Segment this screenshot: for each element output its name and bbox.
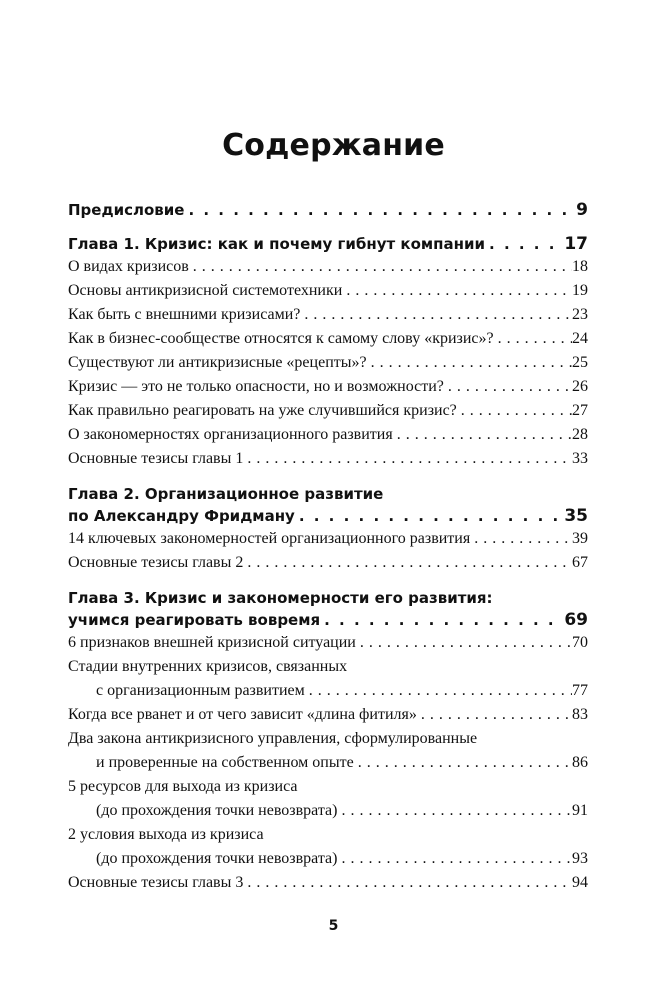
toc-chapter-3 [68,587,588,631]
toc-entry-page: 86 [572,754,588,771]
toc-entry-label: О видах кризисов [68,258,189,275]
toc-entry-page: 33 [572,450,588,467]
toc-entry-page: 19 [572,282,588,299]
toc-entry-page: 27 [572,402,588,419]
page-number: 5 [328,918,339,934]
toc-entry-page: 70 [572,634,588,651]
toc-entry-page: 25 [572,354,588,371]
dot-leader [320,609,564,631]
dot-leader [393,423,572,447]
toc-entry [68,655,588,703]
toc-entry-page: 23 [572,306,588,323]
toc-entry-label: 2 условия выхода из кризиса [68,826,264,843]
dot-leader [243,447,572,471]
dot-leader [305,679,572,703]
toc-entry-label: и проверенные на собственном опыте [96,754,354,771]
toc-entry-label: Два закона антикризисного управления, сформулированные [68,730,478,747]
dot-leader [243,871,572,895]
toc-entry-label: 6 признаков внешней кризисной ситуации [68,634,356,651]
toc-entry-label: Основные тезисы главы 3 [68,874,244,891]
toc-entry-label: Как правильно реагировать на уже случившийся кризис? [68,402,457,419]
toc-entry-page: 24 [572,330,588,347]
toc-entry-label: (до прохождения точки невозврата) [96,850,338,867]
dot-leader [444,375,572,399]
toc-chapter-label: Глава 2. Организационное развитие [68,485,384,503]
toc-chapter-page: 35 [564,506,588,526]
toc-entry-page: 94 [572,874,588,891]
toc-entry [68,399,588,423]
dot-leader [417,703,572,727]
toc-entry [68,423,588,447]
toc-entry-page: 67 [572,554,588,571]
toc-entry-page: 18 [572,258,588,275]
dot-leader [243,551,572,575]
toc-entry-preface [68,199,588,221]
toc-entry-page: 26 [572,378,588,395]
toc-entry-label: 14 ключевых закономерностей организационного развития [68,530,471,547]
dot-leader [494,327,572,351]
toc-entry-page: 28 [572,426,588,443]
toc-entry-page: 77 [572,682,588,699]
toc-entry-label: Основные тезисы главы 2 [68,554,244,571]
dot-leader [337,847,572,871]
toc-entry [68,303,588,327]
toc-entry-label: 5 ресурсов для выхода из кризиса [68,778,298,795]
toc-chapter-label: по Александру Фридману [68,507,295,525]
dot-leader [342,279,572,303]
toc-chapter-label: учимся реагировать вовремя [68,611,321,629]
toc-entry [68,871,588,895]
dot-leader [300,303,572,327]
toc-entry-label: с организационным развитием [96,682,305,699]
dot-leader [354,751,572,775]
toc-entry-page: 9 [576,200,588,220]
toc-entry-page: 91 [572,802,588,819]
toc-entry-page: 39 [572,530,588,547]
toc-entry-label: О закономерностях организационного развития [68,426,393,443]
toc-entry [68,447,588,471]
toc-entry-label: Основы антикризисной системотехники [68,282,343,299]
toc-entry-label: Как быть с внешними кризисами? [68,306,301,323]
toc-entry-page: 93 [572,850,588,867]
toc-chapter-1 [68,233,588,255]
toc-entry [68,327,588,351]
dot-leader [470,527,572,551]
toc-entry [68,551,588,575]
dot-leader [295,505,564,527]
page-title: Содержание [222,128,445,163]
toc-entry-label: Основные тезисы главы 1 [68,450,244,467]
toc-entry-label: Как в бизнес-сообществе относятся к самому слову «кризис»? [68,330,494,347]
toc-entry [68,631,588,655]
dot-leader [189,255,572,279]
toc-chapter-2 [68,483,588,527]
toc-entry [68,375,588,399]
toc-entry-label: Стадии внутренних кризисов, связанных [68,658,348,675]
toc-entry [68,351,588,375]
toc-entry-page: 83 [572,706,588,723]
toc-entry [68,775,588,823]
toc-chapter-page: 69 [564,610,588,630]
toc-chapter-label: Глава 1. Кризис: как и почему гибнут компании [68,235,486,253]
dot-leader [184,199,576,221]
toc-entry-label: Кризис — это не только опасности, но и возможности? [68,378,444,395]
dot-leader [356,631,572,655]
toc-entry-label: (до прохождения точки невозврата) [96,802,338,819]
toc-entry [68,279,588,303]
toc-entry [68,727,588,775]
toc-entry-label: Существуют ли антикризисные «рецепты»? [68,354,367,371]
dot-leader [485,233,564,255]
toc-entry [68,527,588,551]
dot-leader [337,799,572,823]
toc-chapter-label: Глава 3. Кризис и закономерности его развития: [68,589,493,607]
toc-chapter-page: 17 [564,234,588,254]
toc-entry [68,255,588,279]
toc-entry-label: Предисловие [68,201,185,219]
toc-entry [68,703,588,727]
toc-entry [68,823,588,871]
table-of-contents [68,199,588,895]
toc-entry-label: Когда все рванет и от чего зависит «длина фитиля» [68,706,417,723]
dot-leader [457,399,572,423]
dot-leader [367,351,572,375]
